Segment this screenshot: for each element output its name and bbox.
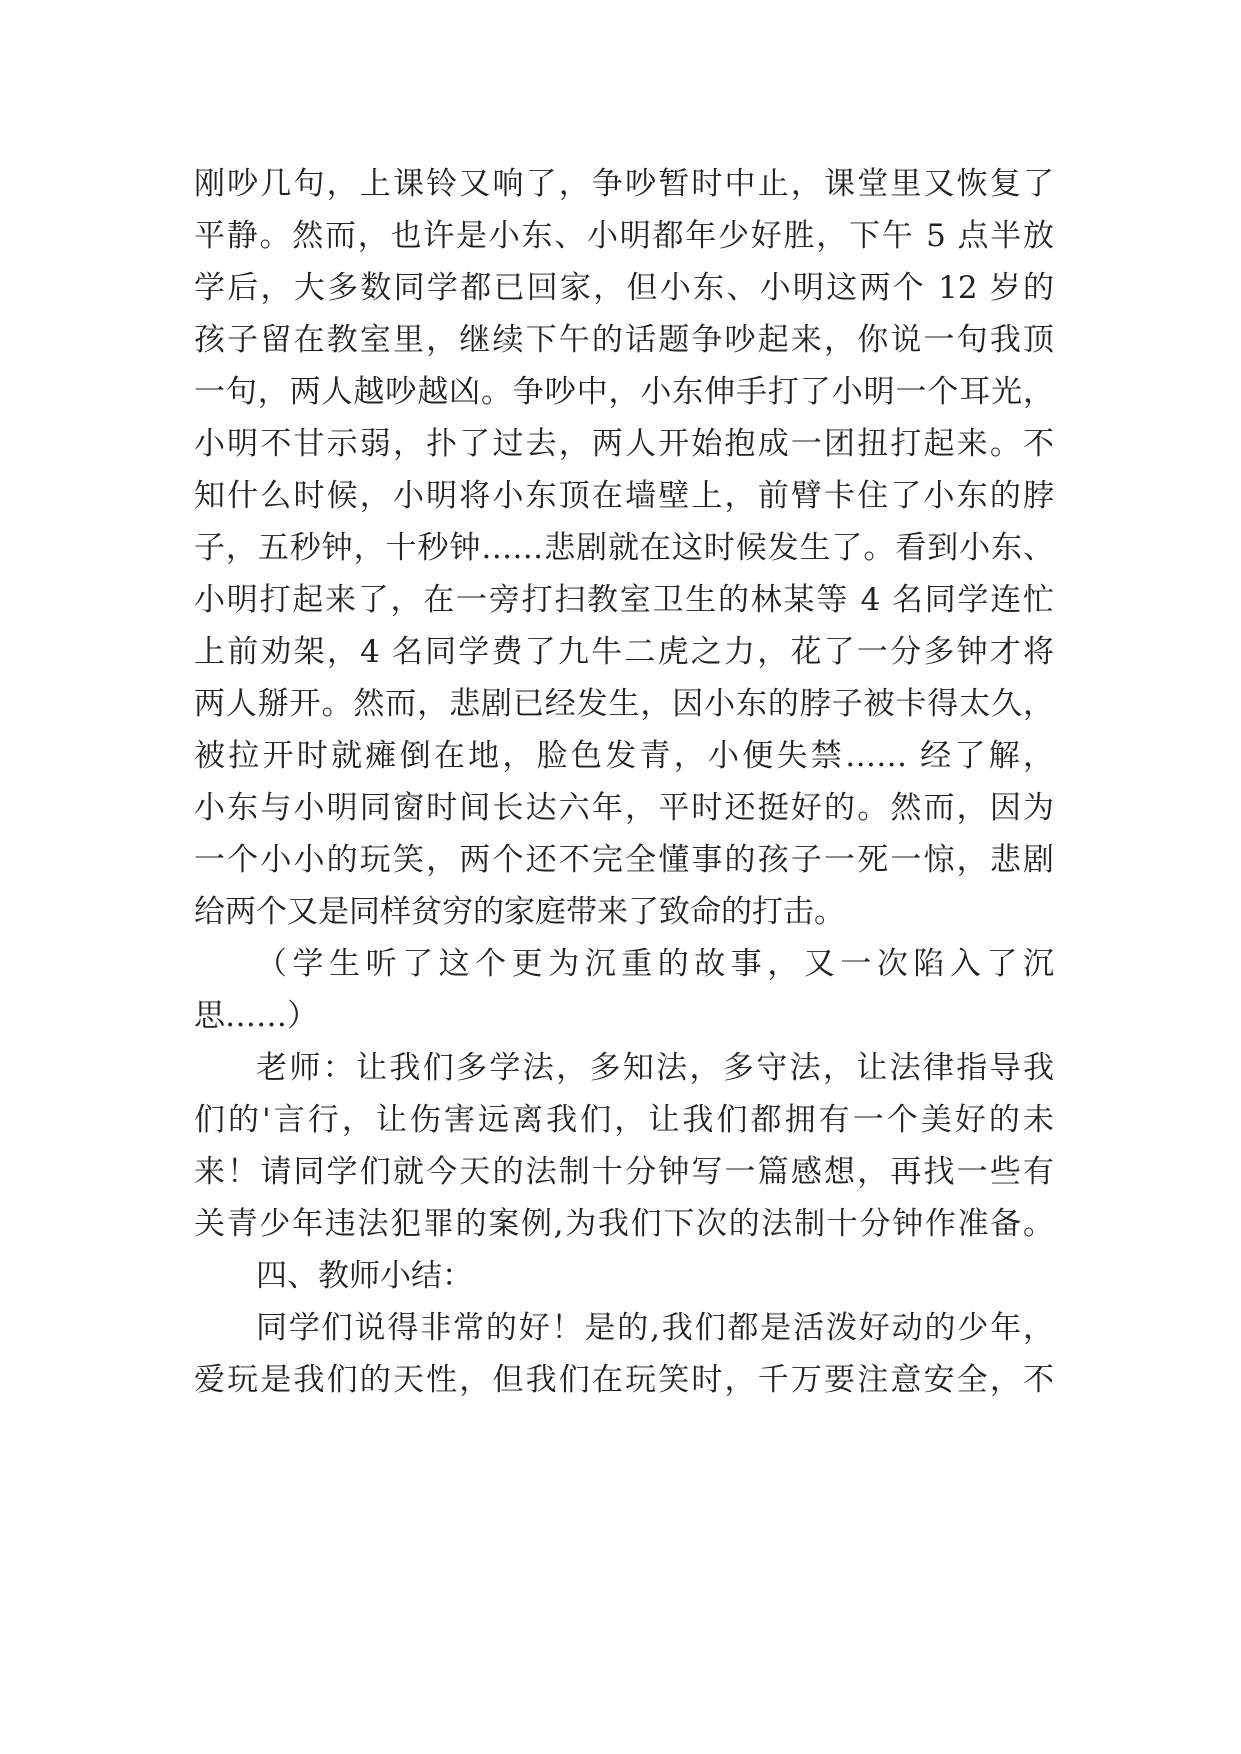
text-line: 两人掰开。然而，悲剧已经发生，因小东的脖子被卡得太久， <box>194 686 1054 722</box>
text-line: 同学们说得非常的好！是的,我们都是活泼好动的少年， <box>256 1310 1054 1346</box>
text-line: 爱玩是我们的天性，但我们在玩笑时，千万要注意安全，不 <box>194 1362 1054 1398</box>
text-line: 关青少年违法犯罪的案例,为我们下次的法制十分钟作准备。 <box>194 1206 1054 1242</box>
text-line: 知什么时候，小明将小东顶在墙壁上，前臂卡住了小东的脖 <box>194 478 1054 514</box>
document-body <box>194 158 1054 1406</box>
text-line: 被拉开时就瘫倒在地，脸色发青，小便失禁…… 经了解， <box>194 738 1054 774</box>
text-line: 给两个又是同样贫穷的家庭带来了致命的打击。 <box>194 894 845 930</box>
text-line: （学生听了这个更为沉重的故事，又一次陷入了沉 <box>256 946 1054 982</box>
section-heading: 四、教师小结： <box>256 1258 473 1294</box>
text-line: 学后，大多数同学都已回家，但小东、小明这两个 12 岁的 <box>194 270 1054 306</box>
text-line: 老师：让我们多学法，多知法，多守法，让法律指导我 <box>256 1050 1054 1086</box>
text-line: 小明打起来了，在一旁打扫教室卫生的林某等 4 名同学连忙 <box>194 582 1054 618</box>
text-line: 小东与小明同窗时间长达六年，平时还挺好的。然而，因为 <box>194 790 1054 826</box>
text-line: 们的'言行，让伤害远离我们，让我们都拥有一个美好的未 <box>194 1102 1054 1138</box>
text-line: 小明不甘示弱，扑了过去，两人开始抱成一团扭打起来。不 <box>194 426 1054 462</box>
text-line: 子，五秒钟，十秒钟……悲剧就在这时候发生了。看到小东、 <box>194 530 1054 566</box>
text-line: 来！请同学们就今天的法制十分钟写一篇感想，再找一些有 <box>194 1154 1054 1190</box>
text-line: 一个小小的玩笑，两个还不完全懂事的孩子一死一惊，悲剧 <box>194 842 1054 878</box>
text-line: 孩子留在教室里，继续下午的话题争吵起来，你说一句我顶 <box>194 322 1054 358</box>
text-line: 上前劝架，4 名同学费了九牛二虎之力，花了一分多钟才将 <box>194 634 1054 670</box>
text-line: 刚吵几句，上课铃又响了，争吵暂时中止，课堂里又恢复了 <box>194 166 1054 202</box>
text-line: 思……） <box>194 998 318 1034</box>
text-line: 平静。然而，也许是小东、小明都年少好胜，下午 5 点半放 <box>194 218 1054 254</box>
text-line: 一句，两人越吵越凶。争吵中，小东伸手打了小明一个耳光， <box>194 374 1054 410</box>
